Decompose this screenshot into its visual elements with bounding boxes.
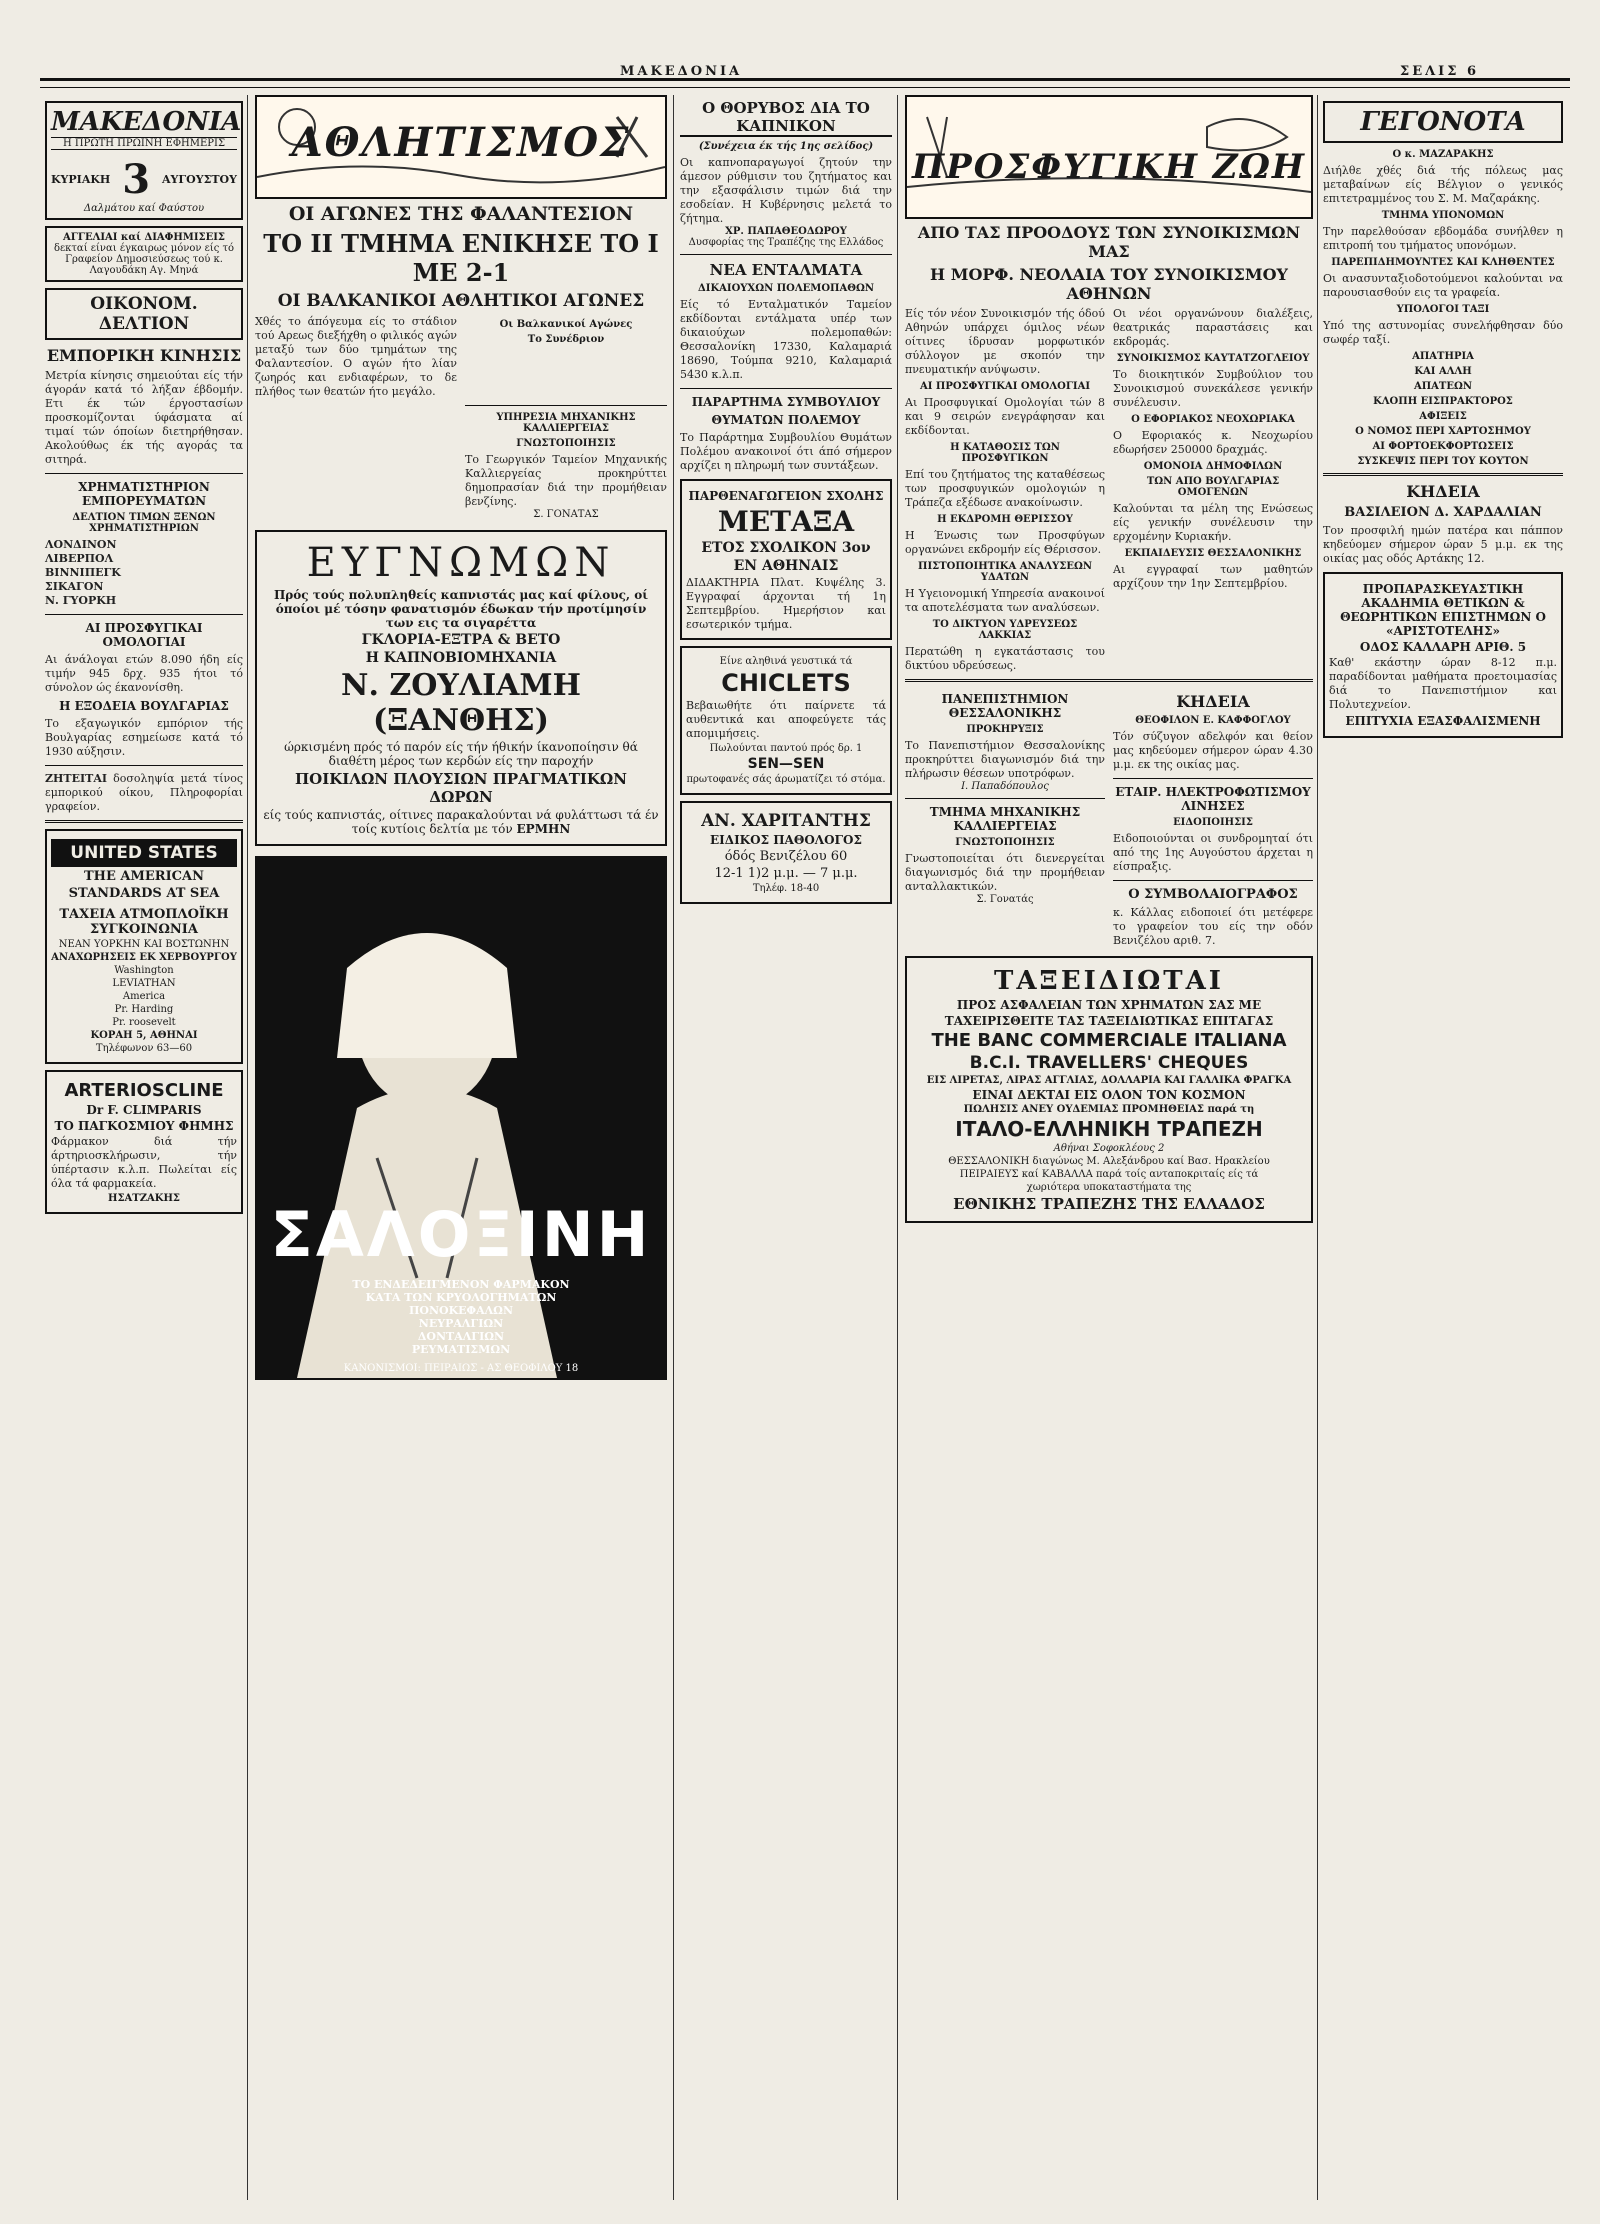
travelers-line8: χωριότερα υποκαταστήματα της <box>1026 1182 1192 1193</box>
youth-heading-2: Η ΜΟΡΦ. ΝΕΟΛΑΙΑ ΤΟΥ ΣΥΝΟΙΚΙΣΜΟΥ ΑΘΗΝΩΝ <box>930 265 1288 303</box>
salosini-line: ΔΟΝΤΑΛΓΙΩΝ <box>417 1330 505 1343</box>
stock-city: ΣΙΚΑΓΟΝ <box>45 580 104 593</box>
gratitude-company-label: Η ΚΑΠΝΟΒΙΟΜΗΧΑΝΙΑ <box>365 650 557 666</box>
salosini-line: ΠΟΝΟΚΕΦΑΛΩΝ <box>408 1304 514 1317</box>
sports-subhead-1: Οι Βαλκανικοί Αγώνες <box>499 319 633 330</box>
sports-heading-3: ΟΙ ΒΑΛΚΑΝΙΚΟΙ ΑΘΛΗΤΙΚΟΙ ΑΓΩΝΕΣ <box>277 291 645 311</box>
salosini-footer: ΚΑΝΟΝΙΣΜΟΙ: ΠΕΙΡΑΙΩΣ - ΑΣ ΘΕΟΦΙΛΟΥ 18 <box>343 1363 579 1374</box>
warrants-text: Είς τό Ενταλματικόν Ταμείον εκδίδονται εντάλματα υπέρ των δικαιούχων πολεμοπαθών: Θεσσαλονίκη 17330, Καλαμαριά 18690, Τούμπα 9210, Καλαμαριά 5430 κ.λ.π. <box>680 298 892 381</box>
usl-ship: America <box>122 991 166 1002</box>
salosini-ad <box>255 856 667 1380</box>
running-head-page: ΣΕΛΙΣ 6 <box>1400 64 1480 79</box>
chiclets-ad <box>680 646 892 795</box>
events-head-1: Ο κ. ΜΑΖΑΡΑΚΗΣ <box>1392 149 1494 160</box>
gratitude-text2: ώρκισμένη πρός τό παρόν είς τήν ήθικήν ίκανοποίησιν θά διαθέτη μέρος των κερδών είς την παροχήν <box>284 740 638 768</box>
gratitude-text: Πρός τούς πολυπληθείς καπνιστάς μας καί φίλους, οί όποίοι μέ τόσην φανατισμόν έδωκαν τήν προτίμησίν των εις τα σιγαρέττα <box>273 588 649 630</box>
usl-service: ΤΑΧΕΙΑ ΑΤΜΟΠΛΟΪΚΗ ΣΥΓΚΟΙΝΩΝΙΑ <box>59 907 229 937</box>
stock-title: ΧΡΗΜΑΤΙΣΤΗΡΙΟΝ ΕΜΠΟΡΕΥΜΑΤΩΝ <box>78 480 210 508</box>
events-head-9: ΑΦΙΞΕΙΣ <box>1419 411 1467 422</box>
events-head-7: ΑΠΑΤΕΩΝ <box>1413 381 1473 392</box>
column-5 <box>1323 95 1563 744</box>
aristoteles-ad <box>1323 572 1563 738</box>
kefizy-title: ΣΥΝΟΙΚΙΣΜΟΣ ΚΑΥΤΑΤΖΟΓΛΕΙΟΥ <box>1116 353 1310 364</box>
charitantis-hours: 12-1 1)2 μ.μ. — 7 μ.μ. <box>714 866 858 881</box>
war-victims-sub: ΘΥΜΑΤΩΝ ΠΟΛΕΜΟΥ <box>711 413 861 427</box>
youth-banner <box>905 95 1313 219</box>
chiclets-alt: SEN—SEN <box>747 756 825 772</box>
elkomi-text: Η Ένωσις των Προσφύγων οργανώνει εκδρομήν είς Θέρισσον. <box>905 529 1105 556</box>
univ-title: ΠΑΝΕΠΙΣΤΗΜΙΟΝ ΘΕΣΣΑΛΟΝΙΚΗΣ <box>941 692 1069 720</box>
econ-title: ΕΜΠΟΡΙΚΗ ΚΙΝΗΣΙΣ <box>46 346 242 365</box>
gratitude-brands: ΓΚΛΟΡΙΑ-ΕΞΤΡΑ & ΒΕΤΟ <box>361 632 561 648</box>
exports-title: Η ΕΞΟΔΕΙΑ ΒΟΥΛΓΑΡΙΑΣ <box>59 699 229 713</box>
united-states-lines-ad <box>45 829 243 1064</box>
travelers-bank: THE BANC COMMERCIALE ITALIANA <box>931 1030 1287 1051</box>
stock-city: ΛΟΝΔΙΝΟΝ <box>45 538 117 551</box>
arterio-footer: ΗΣΑΤΖΑΚΗΣ <box>108 1193 180 1204</box>
travelers-cheques: B.C.I. TRAVELLERS' CHEQUES <box>969 1053 1249 1073</box>
warrants-title: ΝΕΑ ΕΝΤΑΛΜΑΤΑ <box>709 261 863 279</box>
univ-text: Το Πανεπιστήμιον Θεσσαλονίκης προκηρύττει διαγωνισμόν διά την πλήρωσιν θέσεων υποτρόφων. <box>905 739 1105 780</box>
metaxa-text: ΔΙΔΑΚΤΗΡΙΑ Πλατ. Κυψέλης 3. Εγγραφαί άρχονται τή 1η Σεπτεμβρίου. Ημερήσιον και εσωτερικόν τμήμα. <box>686 576 886 631</box>
usl-tel: Τηλέφωνον 63—60 <box>95 1043 193 1054</box>
mech-cult-sub: ΓΝΩΣΤΟΠΟΙΗΣΙΣ <box>955 837 1055 848</box>
deaths2-text: Τον προσφιλή ημών πατέρα και πάππον κηδεύομεν σήμερον ώραν 5 μ.μ. εκ της οικίας μας οδός Αρτάκης 12. <box>1323 524 1563 565</box>
travelers-line1: ΠΡΟΣ ΑΣΦΑΛΕΙΑΝ ΤΩΝ ΧΡΗΜΑΤΩΝ ΣΑΣ ΜΕ <box>956 998 1262 1012</box>
univ-sub: ΠΡΟΚΗΡΥΞΙΣ <box>966 724 1044 735</box>
masthead-title: ΜΑΚΕΔΟΝΙΑ <box>51 107 242 137</box>
gratitude-title: ΕΥΓΝΩΜΩΝ <box>306 540 616 586</box>
youth-text: Είς τόν νέον Συνοικισμόν τής όδού Αθηνών υπάρχει όμιλος νέων οίτινες ίδρυσαν μορφωτικόν σύλλογον με σκοπόν την πνευματικήν ανύψωσιν. <box>905 307 1105 376</box>
engineers-notice <box>465 399 667 520</box>
stock-city: Ν. ΓΥΟΡΚΗ <box>45 594 117 607</box>
chiclets-price: Πωλούνται παντού πρός δρ. 1 <box>709 743 863 754</box>
column-2 <box>255 95 667 1380</box>
chiclets-brand: CHICLETS <box>721 669 851 697</box>
travelers-bank3: ΕΘΝΙΚΗΣ ΤΡΑΠΕΖΗΣ ΤΗΣ ΕΛΛΑΔΟΣ <box>953 1195 1265 1213</box>
column-1 <box>45 95 243 1220</box>
masthead-subtitle: Η ΠΡΩΤΗ ΠΡΩΙΝΗ ΕΦΗΜΕΡΙΣ <box>51 137 237 150</box>
metaxa-school-ad <box>680 479 892 640</box>
mech-cult-sign: Σ. Γονατάς <box>976 894 1034 905</box>
warrants-sub: ΔΙΚΑΙΟΥΧΩΝ ΠΟΛΕΜΟΠΑΘΩΝ <box>698 283 874 294</box>
deaths1-title: ΚΗΔΕΙΑ <box>1176 692 1250 711</box>
travelers-line2: ΤΑΧΕΙΡΙΣΘΕΙΤΕ ΤΑΣ ΤΑΞΕΙΔΙΩΤΙΚΑΣ ΕΠΙΤΑΓΑΣ <box>944 1014 1274 1028</box>
metaxa-title: ΠΑΡΘΕΝΑΓΩΓΕΙΟΝ ΣΧΟΛΗΣ <box>688 489 884 503</box>
war-victims-text: Το Παράρτημα Συμβουλίου Θυμάτων Πολέμου ανακοινοί ότι άπό σήμερον αρχίζει η πληρωμή των συντάξεων. <box>680 431 892 472</box>
aristoteles-title: ΠΡΟΠΑΡΑΣΚΕΥΑΣΤΙΚΗ ΑΚΑΔΗΜΙΑ ΘΕΤΙΚΩΝ & ΘΕΩΡΗΤΙΚΩΝ ΕΠΙΣΤΗΜΩΝ Ο «ΑΡΙΣΤΟΤΕΛΗΣ» <box>1340 582 1546 638</box>
events-head-12: ΣΥΣΚΕΨΙΣ ΠΕΡΙ ΤΟΥ ΚΟΥΤΟΝ <box>1357 456 1529 467</box>
war-victims-title: ΠΑΡΑΡΤΗΜΑ ΣΥΜΒΟΥΛΙΟΥ <box>691 395 881 409</box>
mech-cult-text: Γνωστοποιείται ότι διενεργείται διαγωνισμός διά την προμήθειαν ανταλλακτικών. <box>905 852 1105 893</box>
events-head-10: Ο ΝΟΜΟΣ ΠΕΡΙ ΧΑΡΤΟΣΗΜΟΥ <box>1355 426 1531 437</box>
refugee-bonds-title: ΑΙ ΠΡΟΣΦΥΓΙΚΑΙ ΟΜΟΛΟΓΙΑΙ <box>919 381 1091 392</box>
electric-sub: ΕΙΔΟΠΟΙΗΣΙΣ <box>1173 817 1253 828</box>
header-rule <box>40 78 1570 88</box>
events-head-5: ΑΠΑΤΗΡΙΑ <box>1412 351 1474 362</box>
masthead-date: 3 <box>122 156 151 203</box>
events-head-3: ΠΑΡΕΠΙΔΗΜΟΥΝΤΕΣ ΚΑΙ ΚΛΗΘΕΝΤΕΣ <box>1331 257 1555 268</box>
sports-subhead-2: Το Συνέδριον <box>527 334 605 345</box>
travelers-line3: ΕΙΣ ΛΙΡΕΤΑΣ, ΛΙΡΑΣ ΑΓΓΛΙΑΣ, ΔΟΛΛΑΡΙΑ ΚΑΙ ΓΑΛΛΙΚΑ ΦΡΑΓΚΑ <box>926 1075 1292 1086</box>
eforia-title: Ο ΕΦΟΡΙΑΚΟΣ ΝΕΟΧΩΡΙΑΚΑ <box>1131 414 1295 425</box>
deaths1-name: ΘΕΟΦΙΛΟΝ Ε. ΚΑΦΦΟΓΛΟΥ <box>1135 715 1291 726</box>
salosini-brand: ΣΑΛΟΞΙΝΗ <box>270 1198 652 1271</box>
kannikon-title: Ο ΘΟΡΥΒΟΣ ΔΙΑ ΤΟ ΚΑΠΝΙΚΟΝ <box>680 99 892 137</box>
zitetai-label: ΖΗΤΕΙΤΑΙ <box>45 772 108 785</box>
youth-banner-title: ΠΡΟΣΦΥΓΙΚΗ ΖΩΗ <box>912 147 1306 187</box>
pisto-title: ΠΙΣΤΟΠΟΙΗΤΙΚΑ ΑΝΑΛΥΣΕΩΝ ΥΔΑΤΩΝ <box>918 561 1092 583</box>
events-head-4: ΥΠΟΛΟΓΟΙ ΤΑΞΙ <box>1396 304 1490 315</box>
kannikon-sub: (Συνέχεια έκ τής 1ης σελίδος) <box>698 141 874 152</box>
usl-agent: ΚΟΡΑΗ 5, ΑΘΗΝΑΙ <box>90 1030 198 1041</box>
usl-ship: Pr. Harding <box>114 1004 174 1015</box>
travelers-line6: ΘΕΣΣΑΛΟΝΙΚΗ διαγώνως Μ. Αλεξάνδρου καί Βασ. Ηρακλείου <box>948 1156 1270 1167</box>
ads-notice <box>45 226 243 282</box>
events-head-2: ΤΜΗΜΑ ΥΠΟΝΟΜΩΝ <box>1381 210 1505 221</box>
arterio-doctor: Dr F. CLIMPARIS <box>86 1103 202 1117</box>
stock-city: ΛΙΒΕΡΠΟΛ <box>45 552 114 565</box>
thessaly-title: ΕΚΠΑΙΔΕΥΣΙΣ ΘΕΣΣΑΛΟΝΙΚΗΣ <box>1124 548 1302 559</box>
deaths2-name: ΒΑΣΙΛΕΙΟΝ Δ. ΧΑΡΔΑΛΙΑΝ <box>1344 505 1542 520</box>
chiclets-top: Είνε αληθινά γευστικά τά <box>719 656 853 667</box>
salosini-line: ΡΕΥΜΑΤΙΣΜΩΝ <box>411 1343 511 1356</box>
running-head-paper: ΜΑΚΕΔΟΝΙΑ <box>620 64 743 79</box>
gratitude-company: Ν. ΖΟΥΛΙΑΜΗ (ΞΑΝΘΗΣ) <box>341 668 581 738</box>
usl-ship: LEVIATHAN <box>112 978 176 989</box>
metaxa-year: ΕΤΟΣ ΣΧΟΛΙΚΟΝ 3ον <box>701 540 871 556</box>
thessaly-text: Αι εγγραφαί των μαθητών αρχίζουν την 1ην Σεπτεμβρίου. <box>1113 563 1313 590</box>
gratitude-ad <box>255 530 667 846</box>
gratitude-text3: είς τούς καπνιστάς, οίτινες παρακαλούνται νά φυλάττωσι τά έν τοίς κυτίοις δελτία με τόν <box>263 808 659 836</box>
arterio-subtitle: ΤΟ ΠΑΓΚΟΣΜΙΟΥ ΦΗΜΗΣ <box>54 1119 234 1133</box>
salosini-tag2: ΚΑΤΑ ΤΩΝ ΚΡΥΟΛΟΓΗΜΑΤΩΝ <box>365 1291 557 1304</box>
travelers-bank2: ΙΤΑΛΟ-ΕΛΛΗΝΙΚΗ ΤΡΑΠΕΖΗ <box>955 1117 1263 1141</box>
column-divider <box>247 95 248 2200</box>
electric-title: ΕΤΑΙΡ. ΗΛΕΚΤΡΟΦΩΤΙΣΜΟΥ ΛΙΝΗΣΕΣ <box>1115 785 1311 813</box>
eforia-text: Ο Εφοριακός κ. Νεοχωρίου εδωρήσεν 250000 δραχμάς. <box>1113 429 1313 456</box>
protest-title: ΑΙ ΠΡΟΣΦΥΓΙΚΑΙ ΟΜΟΛΟΓΙΑΙ <box>85 621 203 649</box>
usl-ship: Washington <box>114 965 174 976</box>
events-text-2: Την παρελθούσαν εβδομάδα συνήλθεν η επιτροπή του τμήματος υπονόμων. <box>1323 225 1563 252</box>
charitantis-address: όδός Βενιζέλου 60 <box>724 849 848 864</box>
mech-cult-title: ΤΜΗΜΑ ΜΗΧΑΝΙΚΗΣ ΚΑΛΛΙΕΡΓΕΙΑΣ <box>929 805 1081 833</box>
travelers-ad <box>905 956 1313 1223</box>
engineers-sign: Σ. ΓΟΝΑΤΑΣ <box>533 509 599 520</box>
engineers-sub: ΓΝΩΣΤΟΠΟΙΗΣΙΣ <box>516 438 616 449</box>
column-4 <box>905 95 1313 1229</box>
ads-notice-text: δεκταί είναι έγκαιρως μόνον είς τό Γραφείον Δημοσιεύσεως τού κ. Λαγουδάκη Αγ. Μηνά <box>53 243 235 276</box>
omonoia-title: ΟΜΟΝΟΙΑ ΔΗΜΟΦΙΛΩΝ <box>1143 461 1283 472</box>
events-head-8: ΚΛΟΠΗ ΕΙΣΠΡΑΚΤΟΡΟΣ <box>1373 396 1513 407</box>
travelers-title: ΤΑΞΕΙΔΙΩΤΑΙ <box>994 966 1224 996</box>
pisto-text: Η Υγειονομική Υπηρεσία ανακοινοί τα αποτελέσματα των αναλύσεων. <box>905 587 1105 614</box>
aristoteles-text: Καθ' εκάστην ώραν 8-12 π.μ. παραδίδονται μαθήματα προετοιμασίας διά το Πανεπιστήμιον και Πολυτεχνείον. <box>1329 656 1557 711</box>
deaths2-title: ΚΗΔΕΙΑ <box>1406 482 1480 501</box>
usl-line1: THE AMERICAN <box>84 869 204 884</box>
charitantis-name: ΑΝ. ΧΑΡΙΤΑΝΤΗΣ <box>701 811 871 831</box>
sports-heading-1: ΟΙ ΑΓΩΝΕΣ ΤΗΣ ΦΑΛΑΝΤΕΣΙΟΝ <box>288 203 634 225</box>
sports-text: Χθές το άπόγευμα είς το στάδιον τού Αρεως διεξήχθη ο φιλικός αγών μεταξύ των δύο τμημάτων της Φαλαντεσίον. Ο αγών ήτο λίαν ζωηρός και ενδιαφέρων, το δε πλήθος των θεατών ήτο μεγάλο. <box>255 315 457 398</box>
aristoteles-addr: ΟΔΟΣ ΚΑΛΛΑΡΗ ΑΡΙΘ. 5 <box>1359 640 1527 654</box>
omonoia-text: Καλούνται τα μέλη της Ενώσεως είς γενικήν συνέλευσιν την ερχομένην Κυριακήν. <box>1113 502 1313 543</box>
masthead <box>45 101 243 220</box>
usl-ship: Pr. roosevelt <box>112 1017 176 1028</box>
ads-notice-title: ΑΓΓΕΛΙΑΙ καί ΔΙΑΦΗΜΙΣΕΙΣ <box>63 232 225 243</box>
charitantis-title: ΕΙΔΙΚΟΣ ΠΑΘΟΛΟΓΟΣ <box>710 833 862 847</box>
univ-sign: Ι. Παπαδόπουλος <box>961 781 1049 792</box>
travelers-line4: ΕΙΝΑΙ ΔΕΚΤΑΙ ΕΙΣ ΟΛΟΝ ΤΟΝ ΚΟΣΜΟΝ <box>972 1088 1246 1102</box>
stock-city: ΒΙΝΝΙΠΕΓΚ <box>45 566 121 579</box>
masthead-month: ΑΥΓΟΥΣΤΟΥ <box>161 173 237 186</box>
metaxa-city: ΕΝ ΑΘΗΝΑΙΣ <box>733 558 839 574</box>
kannikon-sign: ΧΡ. ΠΑΠΑΘΕΟΔΩΡΟΥ <box>725 226 847 237</box>
usl-brand: UNITED STATES <box>51 839 237 867</box>
sports-banner-title: ΑΘΛΗΤΙΣΜΟΣ <box>291 119 631 166</box>
gratitude-gifts: ΠΟΙΚΙΛΩΝ ΠΛΟΥΣΙΩΝ ΠΡΑΓΜΑΤΙΚΩΝ ΔΩΡΩΝ <box>295 770 627 806</box>
kannikon-text: Οι καπνοπαραγωγοί ζητούν την άμεσον ρύθμισιν του ζητήματος και την εξασφάλισιν τιμών διά την εσοδείαν. Η Κυβέρνησις μελετά το ζήτημα. <box>680 156 892 225</box>
column-3 <box>680 95 892 910</box>
arterio-ad <box>45 1070 243 1214</box>
travelers-line5: ΠΩΛΗΣΙΣ ΑΝΕΥ ΟΥΔΕΜΙΑΣ ΠΡΟΜΗΘΕΙΑΣ παρά τη <box>963 1104 1255 1115</box>
usl-route: ΝΕΑΝ ΥΟΡΚΗΝ ΚΑΙ ΒΟΣΤΩΝΗΝ <box>58 939 230 950</box>
travelers-addr: Αθήναι Σοφοκλέους 2 <box>1053 1143 1165 1154</box>
column-divider <box>673 95 674 2200</box>
events-title: ΓΕΓΟΝΟΤΑ <box>1323 101 1563 143</box>
events-text-4: Υπό της αστυνομίας συνελήφθησαν δύο σωφέρ ταξί. <box>1323 319 1563 346</box>
symvoleografos-text: κ. Κάλλας ειδοποιεί ότι μετέφερε το γραφείον του είς την οδόν Βενιζέλου αριθ. 7. <box>1113 906 1313 947</box>
stock-list <box>45 538 243 608</box>
protest-text: Αι άνάλογαι ετών 8.090 ήδη είς τιμήν 945 δρχ. 935 ήτοι τό σύνολον ώς έκανονίσθη. <box>45 653 243 694</box>
viberi-text: Περατώθη η εγκατάστασις του δικτύου υδρεύσεως. <box>905 645 1105 672</box>
refugee-bonds-text: Αι Προσφυγικαί Ομολογίαι τών 8 και 9 σειρών ενεγράφησαν και εκδίδονται. <box>905 396 1105 437</box>
stock-subtitle: ΔΕΛΤΙΟΝ ΤΙΜΩΝ ΞΕΝΩΝ ΧΡΗΜΑΤΙΣΤΗΡΙΩΝ <box>72 512 216 534</box>
youth-heading-1: ΑΠΟ ΤΑΣ ΠΡΟΟΔΟΥΣ ΤΩΝ ΣΥΝΟΙΚΙΣΜΩΝ ΜΑΣ <box>917 223 1301 261</box>
travelers-line7: ΠΕΙΡΑΙΕΥΣ καί ΚΑΒΑΛΛΑ παρά τοίς ανταποκριταίς είς τά <box>959 1169 1259 1180</box>
charitantis-ad <box>680 801 892 904</box>
engineers-text: Το Γεωργικόν Ταμείον Μηχανικής Καλλιεργείας προκηρύττει δημοπρασίαν διά την προμήθειαν βενζίνης. <box>465 453 667 508</box>
kannikon-sign2: Δυσφορίας της Τραπέζης της Ελλάδος <box>688 237 884 248</box>
chiclets-footer: πρωτοφανές σάς άρωματίζει τό στόμα. <box>686 774 886 785</box>
sports-heading-2: ΤΟ ΙΙ ΤΜΗΜΑ ΕΝΙΚΗΣΕ ΤΟ Ι ΜΕ 2-1 <box>263 229 659 287</box>
salosini-tag1: ΤΟ ΕΝΔΕΔΕΙΓΜΕΝΟΝ ΦΑΡΜΑΚΟΝ <box>352 1278 570 1291</box>
chiclets-text: Βεβαιωθήτε ότι παίρνετε τά αυθεντικά και αποφεύγετε τάς απομιμήσεις. <box>686 699 886 740</box>
deaths1-text: Τόν σύζυγον αδελφόν και θείον μας κηδεύομεν σήμερον ώραν 4.30 μ.μ. εκ της οικίας μας. <box>1113 730 1313 771</box>
sign-fuses-title: Η ΚΑΤΑΘΟΣΙΣ ΤΩΝ ΠΡΟΣΦΥΓΙΚΩΝ <box>950 442 1060 464</box>
events-text-1: Διήλθε χθές διά τής πόλεως μας μεταβαίνων είς Βέλγιον ο γενικός επιτετραμμένος του Σ. Μ. Μαζαράκης. <box>1323 164 1563 205</box>
econ-section-title: ΟΙΚΟΝΟΜ. ΔΕΛΤΙΟΝ <box>45 288 243 340</box>
column-divider <box>897 95 898 2200</box>
events-head-6: ΚΑΙ ΑΛΛΗ <box>1414 366 1472 377</box>
events-text-3: Οι ανασυνταξιοδοτούμενοι καλούνται να παρουσιασθούν εις τα γραφεία. <box>1323 272 1563 299</box>
youth-text-2: Οι νέοι οργανώνουν διαλέξεις, θεατρικάς παραστάσεις και εκδρομάς. <box>1113 307 1313 348</box>
exports-text: Το εξαγωγικόν εμπόριον τής Βουλγαρίας εσημείωσε κατά τό 1930 αύξησιν. <box>45 717 243 758</box>
masthead-saints: Δαλμάτου καί Φαύστου <box>83 203 205 214</box>
arterio-text: Φάρμακον διά τήν άρτηριοσκλήρωσιν, τήν ύπέρτασιν κ.λ.π. Πωλείται είς όλα τά φαρμακεία. <box>51 1135 237 1190</box>
electric-text: Ειδοποιούνται οι συνδρομηταί ότι από της 1ης Αυγούστου άρχεται η είσπραξις. <box>1113 832 1313 873</box>
metaxa-name: ΜΕΤΑΞΑ <box>717 505 855 538</box>
aristoteles-footer: ΕΠΙΤΥΧΙΑ ΕΞΑΣΦΑΛΙΣΜΕΝΗ <box>1345 714 1541 728</box>
econ-text: Μετρία κίνησις σημειούται είς τήν άγοράν κατά τό λήξαν έβδομήν. Ετι έκ τών έργοστασίων προσκομίζονται ύφάσματα αί τιμαί τών όποίων διετηρήθησαν. Ακολούθως έκ τής αγοράς τα σιτηρά. <box>45 369 243 466</box>
charitantis-tel: Τηλέφ. 18-40 <box>752 883 820 894</box>
engineers-title: ΥΠΗΡΕΣΙΑ ΜΗΧΑΝΙΚΗΣ ΚΑΛΛΙΕΡΓΕΙΑΣ <box>496 412 636 434</box>
usl-line2: STANDARDS AT SEA <box>68 886 220 901</box>
gratitude-brand-end: ΕΡΜΗΝ <box>516 822 571 836</box>
column-divider <box>1317 95 1318 2200</box>
viberi-title: ΤΟ ΔΙΚΤΥΟΝ ΥΔΡΕΥΣΕΩΣ ΛΑΚΚΙΑΣ <box>932 619 1078 641</box>
omonoia-sub: ΤΩΝ ΑΠΟ ΒΟΥΛΓΑΡΙΑΣ ΟΜΟΓΕΝΩΝ <box>1146 476 1280 498</box>
kefizy-text: Το διοικητικόν Συμβούλιον του Συνοικισμού συνεκάλεσε γενικήν συνέλευσιν. <box>1113 368 1313 409</box>
usl-departures: ΑΝΑΧΩΡΗΣΕΙΣ ΕΚ ΧΕΡΒΟΥΡΓΟΥ <box>51 952 237 963</box>
salosini-line: ΝΕΥΡΑΛΓΙΩΝ <box>418 1317 504 1330</box>
sign-fuses-text: Επί του ζητήματος της καταθέσεως των προσφυγικών ομολογιών η Τράπεζα εξέδωσε ανακοίνωσιν. <box>905 468 1105 509</box>
zitetai-text: δοσοληψία μετά τίνος εμπορικού οίκου, Πληροφορίαι γραφείον. <box>45 772 244 813</box>
sports-banner <box>255 95 667 199</box>
elkomi-title: Η ΕΚΔΡΟΜΗ ΘΕΡΙΣΣΟΥ <box>937 514 1073 525</box>
masthead-day: ΚΥΡΙΑΚΗ <box>51 173 111 186</box>
arterio-title: ΑRTERIOSCLINE <box>64 1080 224 1101</box>
events-head-11: ΑΙ ΦΟΡΤΟΕΚΦΟΡΤΩΣΕΙΣ <box>1372 441 1514 452</box>
symvoleografos-title: Ο ΣΥΜΒΟΛΑΙΟΓΡΑΦΟΣ <box>1128 887 1298 902</box>
